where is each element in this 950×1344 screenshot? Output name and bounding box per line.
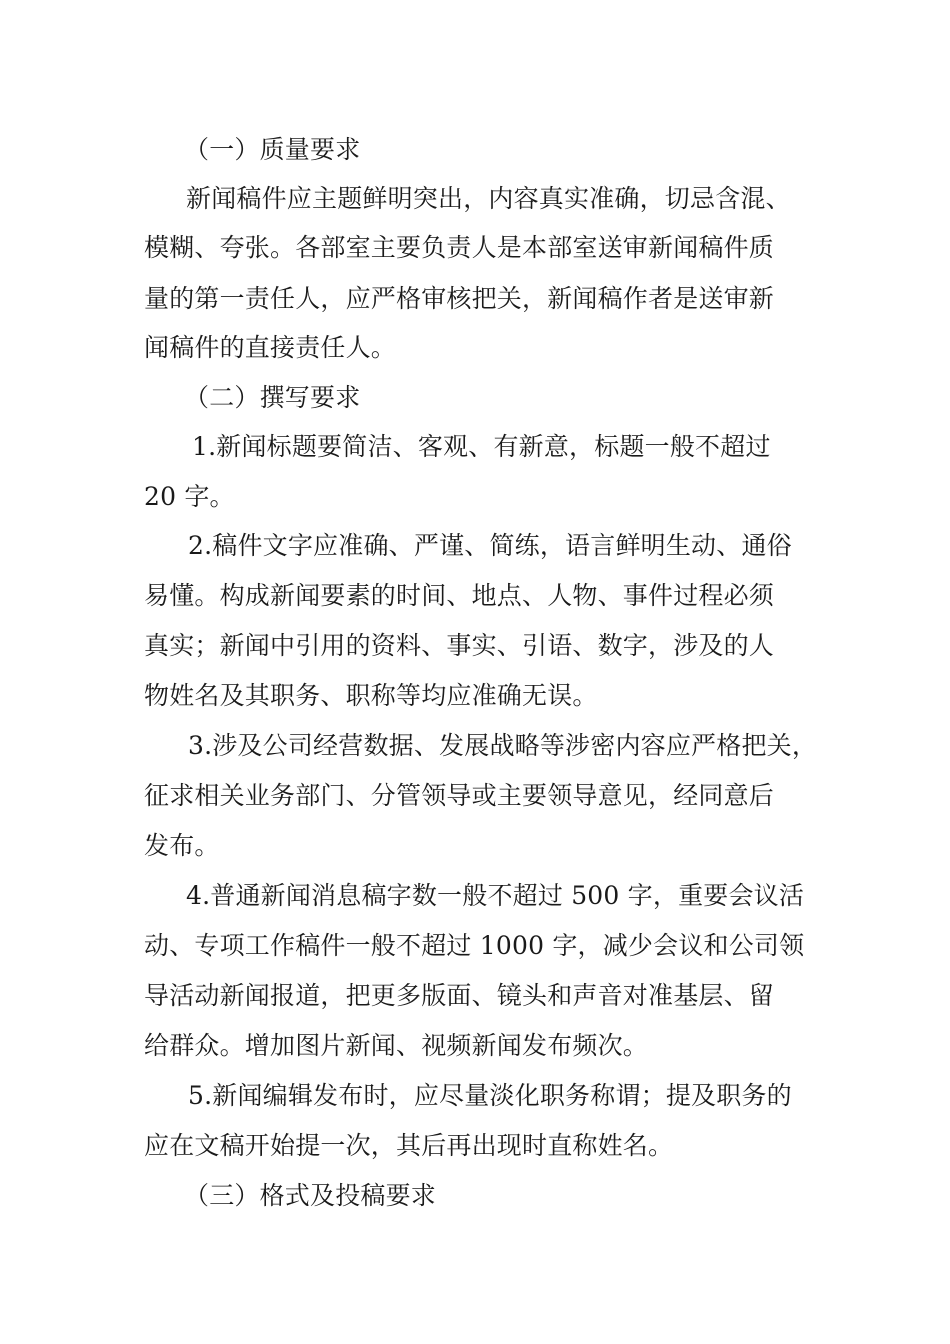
list-item-line: 应在文稿开始提一次，其后再出现时直称姓名。 [144, 1131, 674, 1160]
paragraph-line: 模糊、夸张。各部室主要负责人是本部室送审新闻稿件质 [144, 233, 775, 262]
list-item-line: 动、专项工作稿件一般不超过 1000 字，减少会议和公司领 [144, 931, 805, 960]
list-item-line: 真实；新闻中引用的资料、事实、引语、数字，涉及的人 [144, 631, 775, 660]
paragraph-line: 新闻稿件应主题鲜明突出，内容真实准确，切忌含混、 [186, 184, 791, 213]
section-heading-quality: （一）质量要求 [184, 135, 361, 164]
list-item-line: 3.涉及公司经营数据、发展战略等涉密内容应严格把关， [188, 731, 818, 760]
list-item-line: 4.普通新闻消息稿字数一般不超过 500 字，重要会议活 [186, 881, 805, 910]
list-item-line: 征求相关业务部门、分管领导或主要领导意见，经同意后 [144, 781, 775, 810]
list-item-line: 1.新闻标题要简洁、客观、有新意，标题一般不超过 [192, 432, 771, 461]
list-item-line: 2.稿件文字应准确、严谨、简练，语言鲜明生动、通俗 [188, 531, 792, 560]
paragraph-line: 闻稿件的直接责任人。 [144, 333, 397, 362]
list-item-line: 物姓名及其职务、职称等均应准确无误。 [144, 681, 598, 710]
list-item-line: 发布。 [144, 831, 220, 860]
section-heading-writing: （二）撰写要求 [184, 383, 361, 412]
list-item-line: 给群众。增加图片新闻、视频新闻发布频次。 [144, 1031, 649, 1060]
list-item-line: 5.新闻编辑发布时，应尽量淡化职务称谓；提及职务的 [188, 1081, 792, 1110]
list-item-line: 易懂。构成新闻要素的时间、地点、人物、事件过程必须 [144, 581, 775, 610]
section-heading-format: （三）格式及投稿要求 [184, 1181, 437, 1210]
list-item-line: 20 字。 [144, 482, 235, 511]
paragraph-line: 量的第一责任人，应严格审核把关，新闻稿作者是送审新 [144, 284, 775, 313]
list-item-line: 导活动新闻报道，把更多版面、镜头和声音对准基层、留 [144, 981, 775, 1010]
